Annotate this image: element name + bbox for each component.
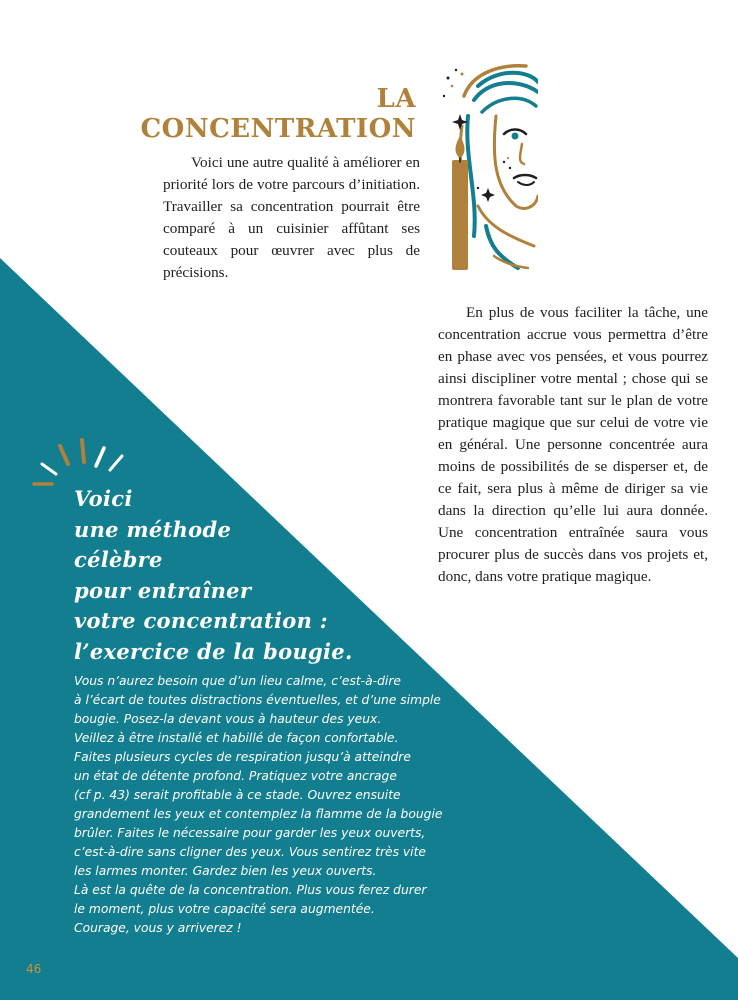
method-heading-line: votre concentration : bbox=[74, 608, 328, 633]
method-heading-line: l’exercice de la bougie. bbox=[74, 638, 353, 664]
page-number: 46 bbox=[26, 962, 42, 976]
woman-with-candle-illustration bbox=[438, 56, 538, 276]
method-heading-line: pour entraîner bbox=[74, 577, 252, 603]
exercise-instructions bbox=[74, 672, 444, 938]
exercise-line: Là est la quête de la concentration. Plus vous ferez durer bbox=[74, 883, 427, 897]
intro-paragraph: Voici une autre qualité à améliorer en priorité lors de votre parcours d’initiation. Travailler sa concentration pourrait être comparé à un cuisinier affûtant ses couteaux pour œuvrer avec plus de précisions. bbox=[163, 154, 420, 281]
exercise-line: grandement les yeux et contemplez la flamme de la bougie bbox=[74, 807, 443, 821]
exercise-line: c’est-à-dire sans cligner des yeux. Vous sentirez très vite bbox=[74, 845, 426, 859]
method-heading-line: célèbre bbox=[74, 547, 163, 572]
exercise-line: (cf p. 43) serait profitable à ce stade. Ouvrez ensuite bbox=[74, 788, 401, 802]
exercise-line: un état de détente profond. Pratiquez votre ancrage bbox=[74, 769, 397, 783]
title-line-2: CONCENTRATION bbox=[140, 114, 416, 144]
exercise-line: bougie. Posez-la devant vous à hauteur des yeux. bbox=[74, 712, 382, 726]
method-heading-line: Voici bbox=[74, 486, 133, 511]
exercise-line: Faites plusieurs cycles de respiration jusqu’à atteindre bbox=[74, 750, 411, 764]
method-heading bbox=[74, 484, 353, 667]
exercise-line: le moment, plus votre capacité sera augmentée. bbox=[74, 902, 375, 916]
exercise-line: Vous n’aurez besoin que d’un lieu calme, c’est-à-dire bbox=[74, 674, 401, 688]
exercise-line: à l’écart de toutes distractions éventuelles, et d’une simple bbox=[74, 693, 441, 707]
exercise-line: Veillez à être installé et habillé de façon confortable. bbox=[74, 731, 399, 745]
main-body-paragraph: En plus de vous faciliter la tâche, une concentration accrue vous permettra d’être en phase avec vos pensées, et vous pourrez ainsi discipliner votre mental ; chose qui se montrera favorable tant sur le plan de votre pratique magique que sur celui de votre vie en général. Une personne concentrée aura moins de possibilités de se disperser et, de ce fait, sera plus à même de diriger sa vie dans la direction qu’elle lui aura donnée. Une concentration entraînée saura vous procurer plus de succès dans vos projets et, donc, dans votre pratique magique. bbox=[438, 304, 708, 585]
exercise-line: brûler. Faites le nécessaire pour garder les yeux ouverts, bbox=[74, 826, 426, 840]
section-title bbox=[140, 84, 416, 144]
method-heading-line: une méthode bbox=[74, 516, 232, 542]
exercise-line: les larmes monter. Gardez bien les yeux ouverts. bbox=[74, 864, 377, 878]
title-line-1: LA bbox=[376, 84, 416, 114]
exercise-line: Courage, vous y arriverez ! bbox=[74, 921, 242, 935]
